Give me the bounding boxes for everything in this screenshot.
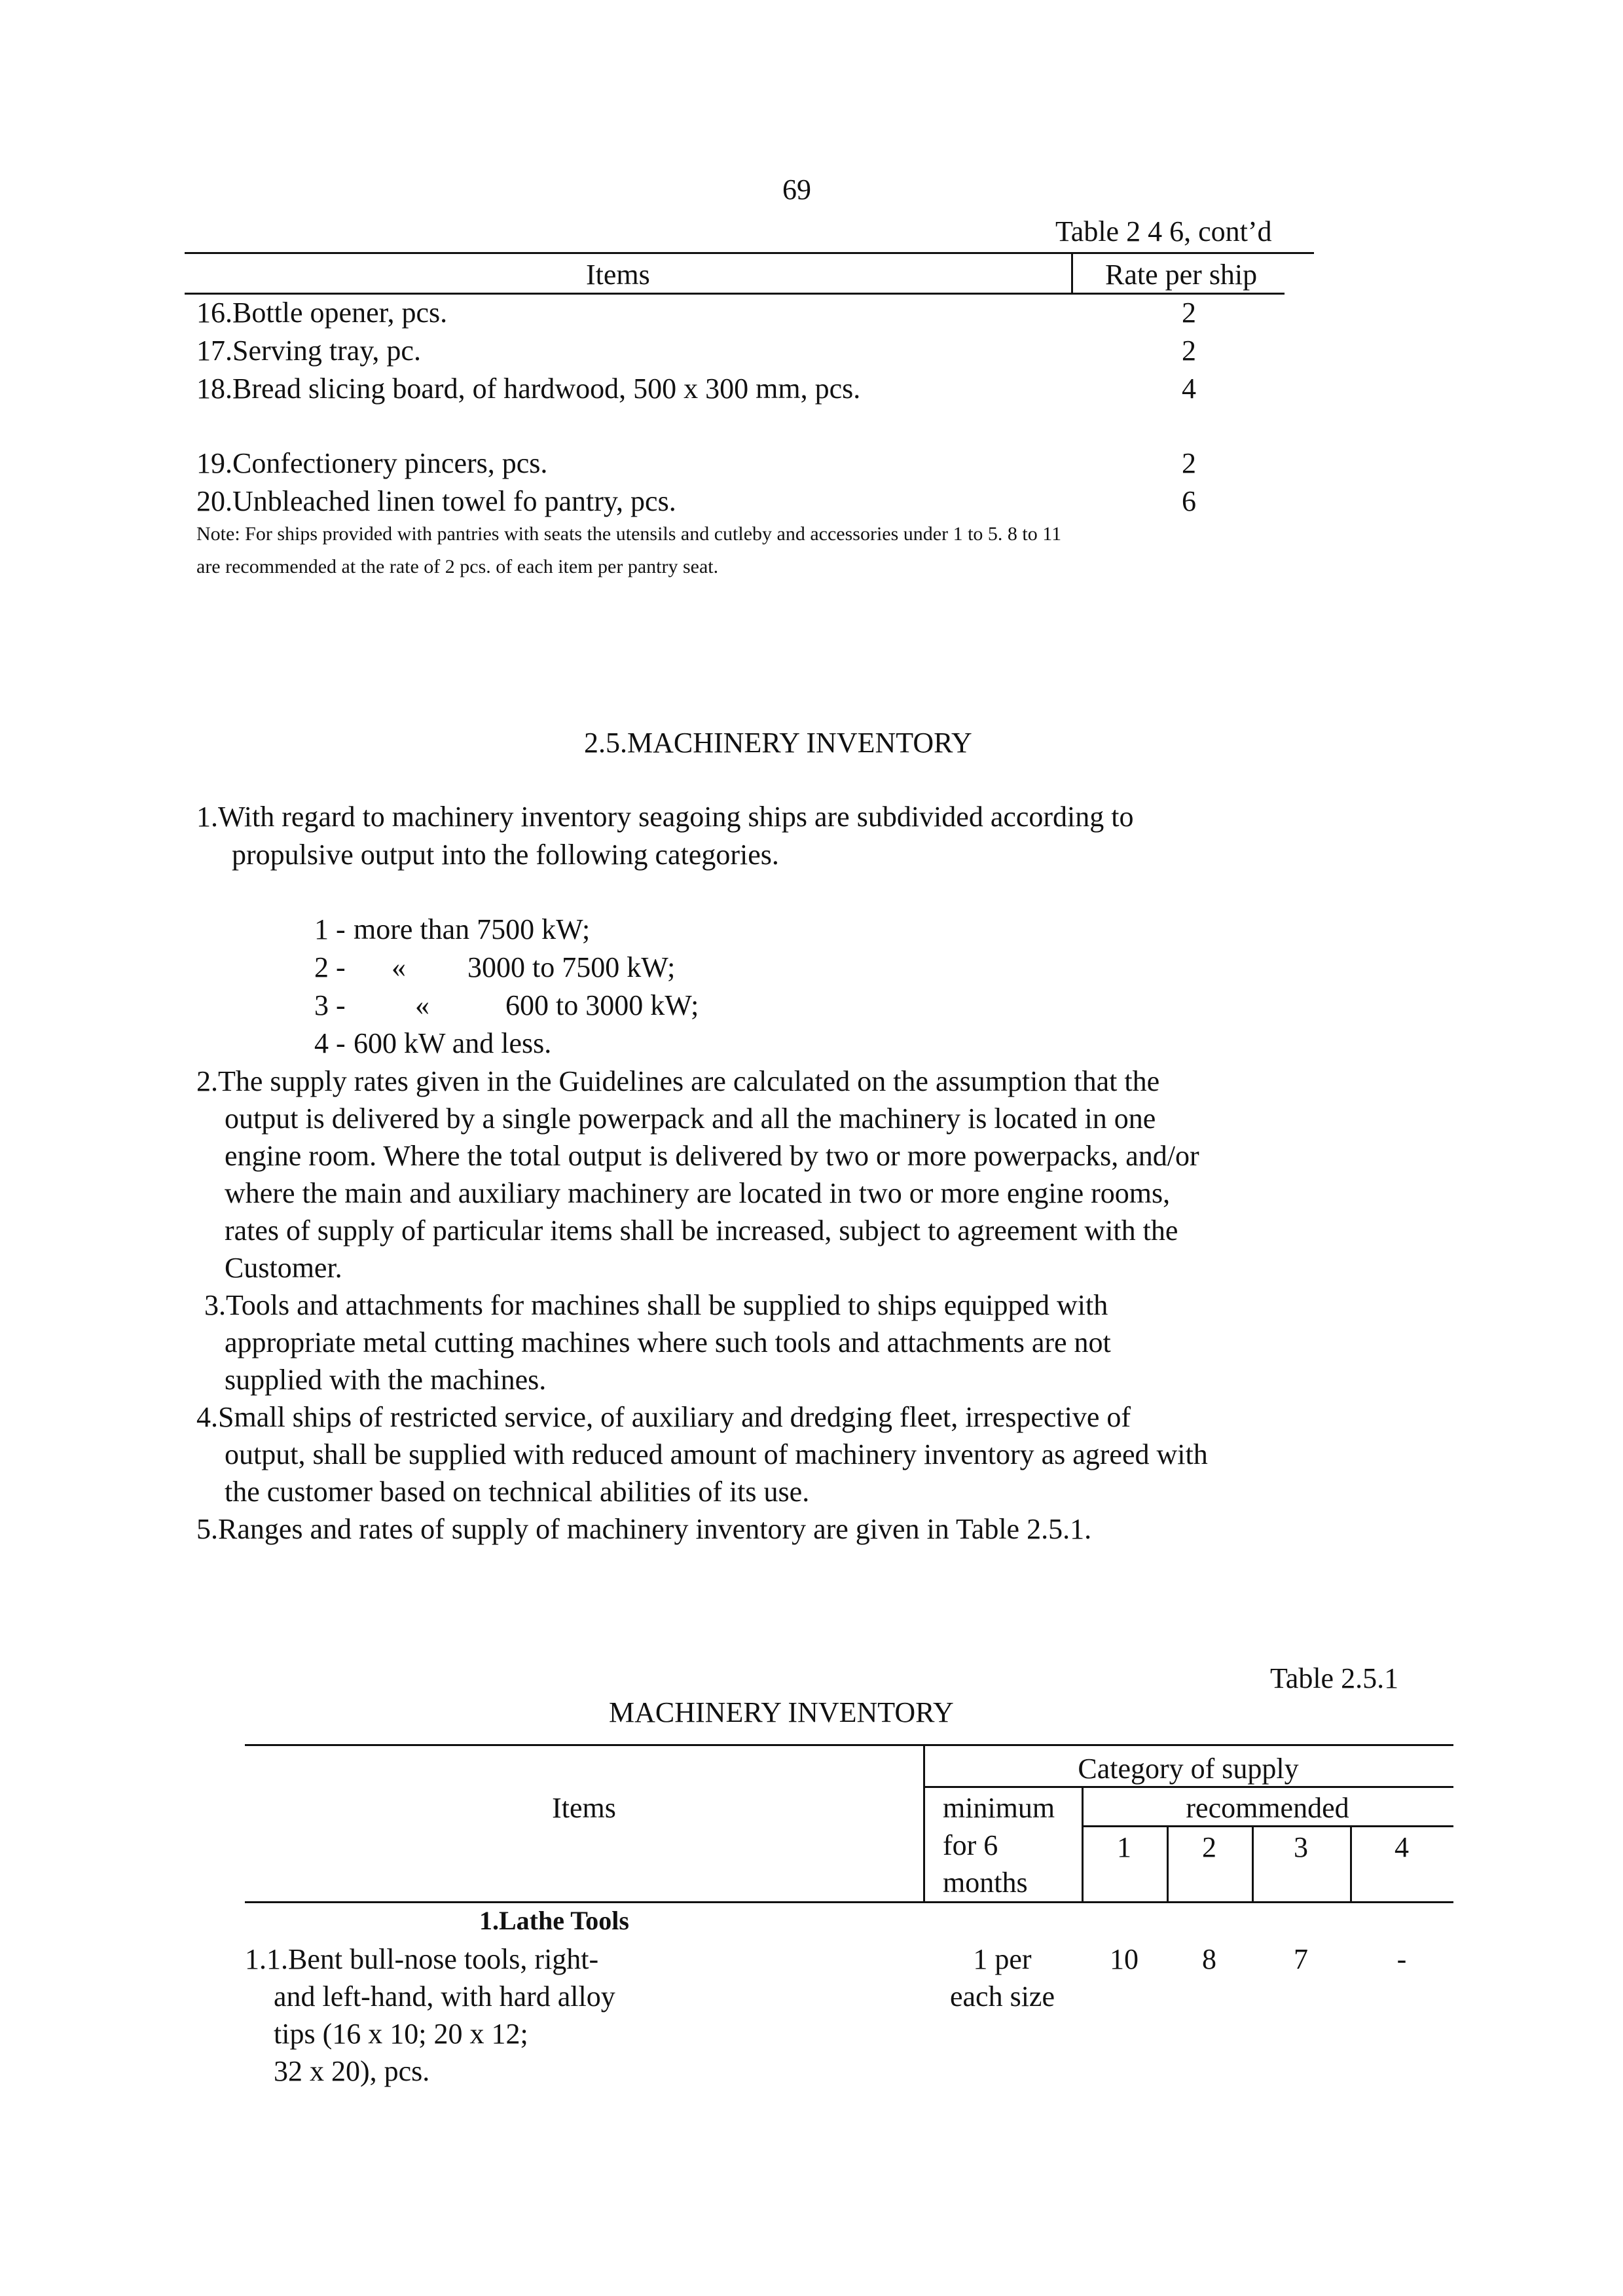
table-cell-rate: 2 [1182,297,1196,329]
table-row-item-line-1: 1.1.Bent bull-nose tools, right- [245,1943,599,1975]
category-item-3-num: 3 - [314,989,346,1021]
table-row-minimum-line-1: 1 per [973,1943,1032,1975]
paragraph-3-line-3: supplied with the machines. [225,1364,547,1396]
table-cell-rate: 2 [1182,447,1196,479]
table-251-group-title: 1.Lathe Tools [479,1906,629,1935]
table-251-header-minimum-1: minimum [943,1792,1055,1824]
table-246-header-items: Items [586,259,650,291]
table-row-cat-1: 10 [1110,1943,1139,1975]
table-251-header-cat-4: 4 [1395,1831,1409,1863]
category-item-2-num: 2 - [314,951,346,983]
category-item-4-text: 600 kW and less. [354,1027,552,1059]
table-251-title: MACHINERY INVENTORY [609,1696,954,1728]
category-item-3-text: 600 to 3000 kW; [505,989,699,1021]
table-row: 19.Confectionery pincers, pcs. [196,447,548,479]
table-row: 18.Bread slicing board, of hardwood, 500 x 300 mm, pcs. [196,373,861,405]
table-251-top-rule [245,1744,1453,1746]
table-row-cat-4: - [1396,1943,1407,1975]
paragraph-4-line-2: output, shall be supplied with reduced amount of machinery inventory as agreed with [225,1438,1208,1470]
table-cell-rate: 2 [1182,335,1196,367]
category-item-2-mark: « [392,951,406,983]
paragraph-2-line-1: 2.The supply rates given in the Guidelines are calculated on the assumption that the [196,1065,1160,1097]
table-246-note-line-1: Note: For ships provided with pantries with seats the utensils and cutleby and accessories under 1 to 5. 8 to 11 [196,523,1062,545]
table-246-caption: Table 2 4 6, cont’d [1055,215,1272,247]
table-cell-rate: 6 [1182,485,1196,517]
table-251-header-items: Items [552,1792,616,1824]
paragraph-4-line-3: the customer based on technical abilities of its use. [225,1476,810,1508]
table-251-header-cat-3: 3 [1294,1831,1308,1863]
table-246-top-rule [185,252,1314,254]
paragraph-2-line-5: rates of supply of particular items shall be increased, subject to agreement with the [225,1214,1178,1247]
table-251-caption: Table 2.5.1 [1270,1662,1399,1694]
category-item-1-text: more than 7500 kW; [354,913,591,945]
paragraph-2-line-2: output is delivered by a single powerpack and all the machinery is located in one [225,1102,1156,1135]
category-item-4-num: 4 - [314,1027,346,1059]
table-251-header-rule-1 [923,1786,1453,1788]
table-row-minimum-line-2: each size [950,1980,1055,2013]
paragraph-3-line-2: appropriate metal cutting machines where such tools and attachments are not [225,1326,1111,1358]
table-251-header-minimum-2: for 6 [943,1829,998,1861]
table-246-note-line-2: are recommended at the rate of 2 pcs. of each item per pantry seat. [196,556,719,577]
table-row-cat-3: 7 [1294,1943,1308,1975]
paragraph-5: 5.Ranges and rates of supply of machinery inventory are given in Table 2.5.1. [196,1513,1092,1545]
table-row: 16.Bottle opener, pcs. [196,297,448,329]
table-row-item-line-3: tips (16 x 10; 20 x 12; [274,2018,528,2050]
table-246-header-divider [1071,252,1073,294]
table-251-header-minimum-3: months [943,1867,1028,1899]
paragraph-4-line-1: 4.Small ships of restricted service, of auxiliary and dredging fleet, irrespective of [196,1401,1131,1433]
category-item-3-mark: « [415,989,429,1021]
paragraph-2-line-6: Customer. [225,1252,342,1284]
category-item-1-num: 1 - [314,913,346,945]
table-251-header-category: Category of supply [1078,1753,1299,1785]
paragraph-2-line-4: where the main and auxiliary machinery are located in two or more engine rooms, [225,1177,1171,1209]
section-heading: 2.5.MACHINERY INVENTORY [584,727,972,759]
table-246-header-rate: Rate per ship [1105,259,1258,291]
paragraph-1-line-2: propulsive output into the following categories. [232,839,779,871]
paragraph-2-line-3: engine room. Where the total output is delivered by two or more powerpacks, and/or [225,1140,1199,1172]
table-251-header-bottom-rule [245,1901,1453,1903]
table-row: 17.Serving tray, pc. [196,335,421,367]
table-251-header-cat-2: 2 [1202,1831,1216,1863]
table-row-cat-2: 8 [1202,1943,1216,1975]
paragraph-3-line-1: 3.Tools and attachments for machines shall be supplied to ships equipped with [204,1289,1108,1321]
paragraph-1-line-1: 1.With regard to machinery inventory seagoing ships are subdivided according to [196,801,1134,833]
category-item-2-text: 3000 to 7500 kW; [467,951,676,983]
table-251-header-recommended: recommended [1186,1792,1349,1824]
table-cell-rate: 4 [1182,373,1196,405]
table-row: 20.Unbleached linen towel fo pantry, pcs. [196,485,676,517]
table-row-item-line-2: and left-hand, with hard alloy [274,1980,615,2013]
table-251-header-cat-1: 1 [1117,1831,1131,1863]
page-number: 69 [782,173,811,206]
table-251-header-rule-2 [1082,1825,1453,1827]
table-row-item-line-4: 32 x 20), pcs. [274,2055,430,2087]
